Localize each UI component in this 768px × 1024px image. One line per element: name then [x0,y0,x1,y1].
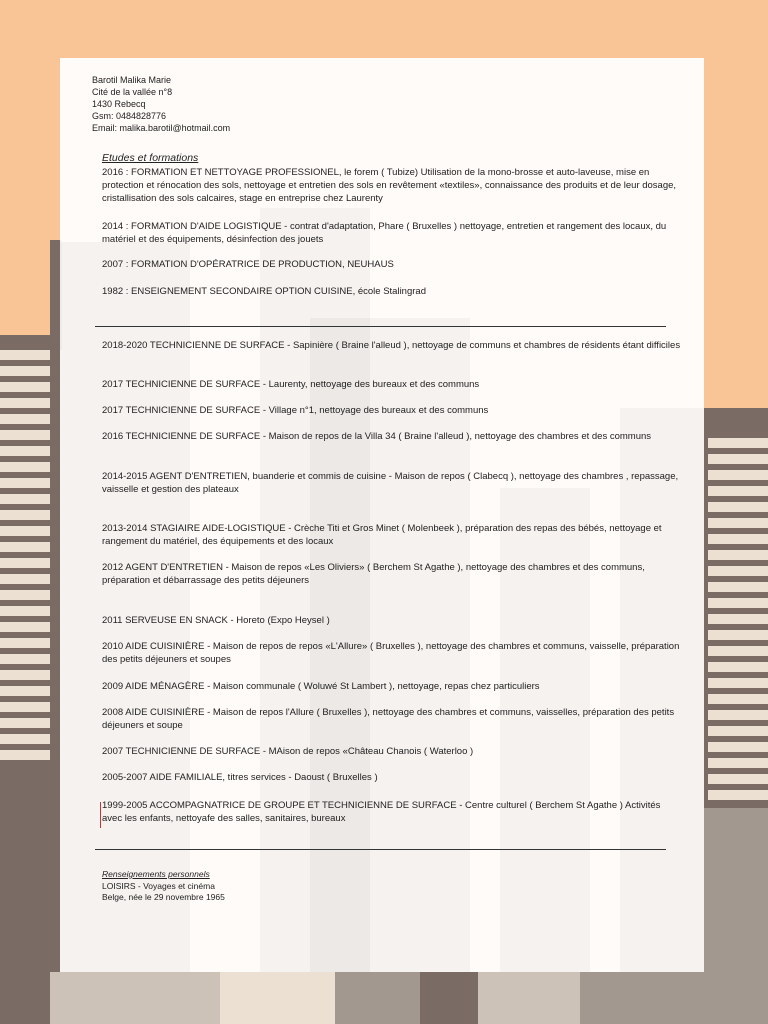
text-cursor [100,802,101,828]
resume-content [60,58,704,972]
bottom-block [0,972,50,1024]
experience-item: 2014-2015 AGENT D'ENTRETIEN, buanderie et commis de cuisine - Maison de repos ( Clabecq ), nettoyage des chambres , repassage, vaisselle et gestion des plateaux [102,471,679,495]
window-stripe [0,446,50,456]
window-stripe [0,430,50,440]
window-stripe [0,398,50,408]
studies-heading: Etudes et formations [102,152,199,164]
contact-email: Email: malika.barotil@hotmail.com [92,123,231,133]
experience-item: 2005-2007 AIDE FAMILIALE, titres services - Daoust ( Bruxelles ) [102,772,378,783]
bottom-block [335,972,420,1024]
section-divider [95,326,666,327]
experience-item: 2017 TECHNICIENNE DE SURFACE - Laurenty, nettoyage des bureaux et des communs [102,379,480,390]
experience-item: 2017 TECHNICIENNE DE SURFACE - Village n°1, nettoyage des bureaux et des communs [102,405,489,416]
experience-item: 2007 TECHNICIENNE DE SURFACE - MAison de repos «Château Chanois ( Waterloo ) [102,746,474,757]
window-stripe [0,750,50,760]
window-stripe [0,654,50,664]
window-stripe [0,702,50,712]
window-stripe [708,742,768,752]
window-stripe [708,614,768,624]
window-stripe [708,598,768,608]
window-stripe [0,350,50,360]
window-stripe [708,566,768,576]
window-stripe [0,542,50,552]
window-stripe [0,686,50,696]
experience-item: 2010 AIDE CUISINIÈRE - Maison de repos de repos «L'Allure» ( Bruxelles ), nettoyage des chambres et communs, vaisselle, préparation des petits déjeuners et soupes [102,641,680,665]
personal-heading: Renseignements personnels [102,869,210,879]
window-stripe [708,438,768,448]
contact-name: Barotil Malika Marie [92,75,172,85]
window-stripe [708,646,768,656]
window-stripe [0,638,50,648]
contact-city: 1430 Rebecq [92,99,146,109]
bottom-block [220,972,335,1024]
bottom-block [580,972,704,1024]
window-stripe [708,534,768,544]
experience-item: 2011 SERVEUSE EN SNACK - Horeto (Expo Heysel ) [102,615,330,626]
experience-item: 2008 AIDE CUISINIÈRE - Maison de repos l'Allure ( Bruxelles ), nettoyage des chambres et communs, vaisselles, préparation des petits déjeuners et soupe [102,707,675,731]
experience-item: 2016 TECHNICIENNE DE SURFACE - Maison de repos de la Villa 34 ( Braine l'alleud ), nettoyage des chambres et des communs [102,431,652,442]
right-tower-windows [708,438,768,800]
window-stripe [0,366,50,376]
experience-item: 1999-2005 ACCOMPAGNATRICE DE GROUPE ET TECHNICIENNE DE SURFACE - Centre culturel ( Berchem St Agathe ) Activités avec les enfants, nettoyafe des salles, sanitaires, bureaux [102,800,661,824]
window-stripe [0,574,50,584]
window-stripe [708,502,768,512]
window-stripe [708,550,768,560]
personal-leisure: LOISIRS - Voyages et cinéma [102,881,215,891]
window-stripe [0,734,50,744]
window-stripe [708,470,768,480]
window-stripe [0,622,50,632]
study-item: 2014 : FORMATION D'AIDE LOGISTIQUE - contrat d'adaptation, Phare ( Bruxelles ) nettoyage, entretien et rangement des locaux, du matériel et des équipements, désinfection des jouets [102,221,667,245]
window-stripe [0,590,50,600]
window-stripe [0,414,50,424]
window-stripe [0,382,50,392]
window-stripe [708,694,768,704]
experience-item: 2012 AGENT D'ENTRETIEN - Maison de repos «Les Oliviers» ( Berchem St Agathe ), nettoyage des chambres et des communs, préparation et débarrassage des petits déjeuners [102,562,645,586]
bottom-block [420,972,478,1024]
window-stripe [708,710,768,720]
personal-birth: Belge, née le 29 novembre 1965 [102,892,225,902]
experience-item: 2018-2020 TECHNICIENNE DE SURFACE - Sapinière ( Braine l'alleud ), nettoyage de communs et chambres de résidents étant difficiles [102,340,681,351]
bottom-block [478,972,580,1024]
window-stripe [0,462,50,472]
window-stripe [0,478,50,488]
window-stripe [0,494,50,504]
window-stripe [708,582,768,592]
window-stripe [708,486,768,496]
window-stripe [708,790,768,800]
contact-address: Cité de la vallée n°8 [92,87,173,97]
bottom-block [50,972,220,1024]
contact-gsm: Gsm: 0484828776 [92,111,167,121]
window-stripe [708,454,768,464]
window-stripe [708,630,768,640]
study-item: 2016 : FORMATION ET NETTOYAGE PROFESSIONEL, le forem ( Tubize) Utilisation de la mono-brosse et auto-laveuse, mise en protection et rénocation des sols, nettoyage et entretien des sols en revêtement «textiles», connaissance des produits et de leur dosage, cristallisation des sols calcaires, stage en entreprise chez Laurenty [102,167,677,204]
window-stripe [708,518,768,528]
contact-block [92,74,230,134]
window-stripe [0,606,50,616]
window-stripe [0,718,50,728]
window-stripe [0,526,50,536]
window-stripe [0,558,50,568]
window-stripe [708,662,768,672]
experience-item: 2013-2014 STAGIAIRE AIDE-LOGISTIQUE - Crèche Titi et Gros Minet ( Molenbeek ), préparation des repas des bébés, nettoyage et rangement du matériel, des équipements et des locaux [102,523,662,547]
experience-item: 2009 AIDE MÉNAGÈRE - Maison communale ( Woluwé St Lambert ), nettoyage, repas chez particuliers [102,681,540,692]
study-item: 1982 : ENSEIGNEMENT SECONDAIRE OPTION CUISINE, école Stalingrad [102,286,426,297]
window-stripe [0,670,50,680]
right-base [704,808,768,1024]
study-item: 2007 : FORMATION D'OPÉRATRICE DE PRODUCTION, NEUHAUS [102,259,394,270]
window-stripe [708,774,768,784]
window-stripe [708,758,768,768]
window-stripe [708,726,768,736]
window-stripe [708,678,768,688]
section-divider [95,849,666,850]
window-stripe [0,510,50,520]
